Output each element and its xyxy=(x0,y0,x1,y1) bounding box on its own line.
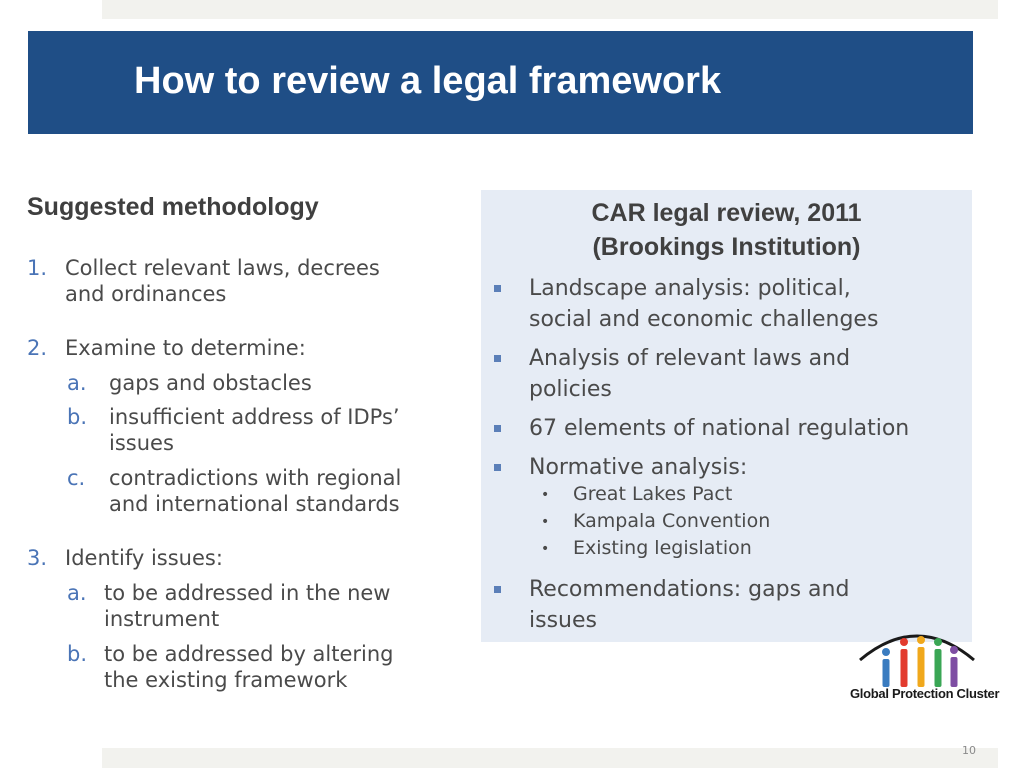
bullet-text: issues xyxy=(529,608,597,633)
item-text: Collect relevant laws, decrees xyxy=(65,256,380,280)
item-text: Examine to determine: xyxy=(65,336,306,360)
sub-text: and international standards xyxy=(109,492,400,516)
logo-figure-head xyxy=(917,636,925,644)
methodology-heading: Suggested methodology xyxy=(27,193,319,221)
item-number: 3. xyxy=(27,546,48,570)
sub-letter: a. xyxy=(67,581,87,605)
panel-subtitle: (Brookings Institution) xyxy=(592,233,861,261)
sub-text: gaps and obstacles xyxy=(109,371,312,395)
logo-figure-head xyxy=(934,638,942,646)
case-study-panel xyxy=(481,190,972,642)
bullet-text: social and economic challenges xyxy=(529,307,879,332)
panel-title: CAR legal review, 2011 xyxy=(591,199,862,227)
logo-figure-body xyxy=(883,659,890,687)
logo-figure-body xyxy=(901,649,908,687)
bullet-text: Recommendations: gaps and xyxy=(529,577,850,602)
sub-letter: b. xyxy=(67,405,88,429)
bullet-text: policies xyxy=(529,377,612,402)
square-bullet-icon xyxy=(494,464,501,471)
bullet-text: Analysis of relevant laws and xyxy=(529,346,851,371)
sub-letter: c. xyxy=(67,466,86,490)
dot-bullet-icon: • xyxy=(541,514,550,530)
square-bullet-icon xyxy=(494,425,501,432)
dot-bullet-icon: • xyxy=(541,487,550,503)
logo-figure-body xyxy=(951,657,958,687)
top-strip xyxy=(102,0,998,19)
sub-text: insufficient address of IDPs’ xyxy=(109,405,400,429)
slide-title: How to review a legal framework xyxy=(134,60,722,102)
sub-text: contradictions with regional xyxy=(109,466,402,490)
sub-text: issues xyxy=(109,431,174,455)
square-bullet-icon xyxy=(494,355,501,362)
sub-bullet-text: Great Lakes Pact xyxy=(573,483,733,505)
sub-text: the existing framework xyxy=(104,668,348,692)
logo-figure-body xyxy=(935,649,942,687)
item-text: Identify issues: xyxy=(65,546,223,570)
bullet-text: Normative analysis: xyxy=(529,455,748,480)
bullet-text: Landscape analysis: political, xyxy=(529,276,851,301)
item-number: 1. xyxy=(27,256,48,280)
sub-text: to be addressed by altering xyxy=(104,642,394,666)
logo-figure-head xyxy=(950,646,958,654)
logo-figure-head xyxy=(882,648,890,656)
logo-figure-head xyxy=(900,638,908,646)
item-number: 2. xyxy=(27,336,48,360)
sub-bullet-text: Existing legislation xyxy=(573,537,752,559)
sub-bullet-text: Kampala Convention xyxy=(573,510,771,532)
logo-text: Global Protection Cluster xyxy=(850,686,1000,701)
square-bullet-icon xyxy=(494,586,501,593)
sub-letter: b. xyxy=(67,642,88,666)
bottom-strip xyxy=(102,748,998,768)
sub-text: instrument xyxy=(104,607,220,631)
logo-figure-body xyxy=(918,647,925,687)
dot-bullet-icon: • xyxy=(541,541,550,557)
item-text: and ordinances xyxy=(65,282,227,306)
square-bullet-icon xyxy=(494,285,501,292)
sub-letter: a. xyxy=(67,371,87,395)
page-number: 10 xyxy=(962,744,976,757)
bullet-text: 67 elements of national regulation xyxy=(529,416,910,441)
sub-text: to be addressed in the new xyxy=(104,581,391,605)
